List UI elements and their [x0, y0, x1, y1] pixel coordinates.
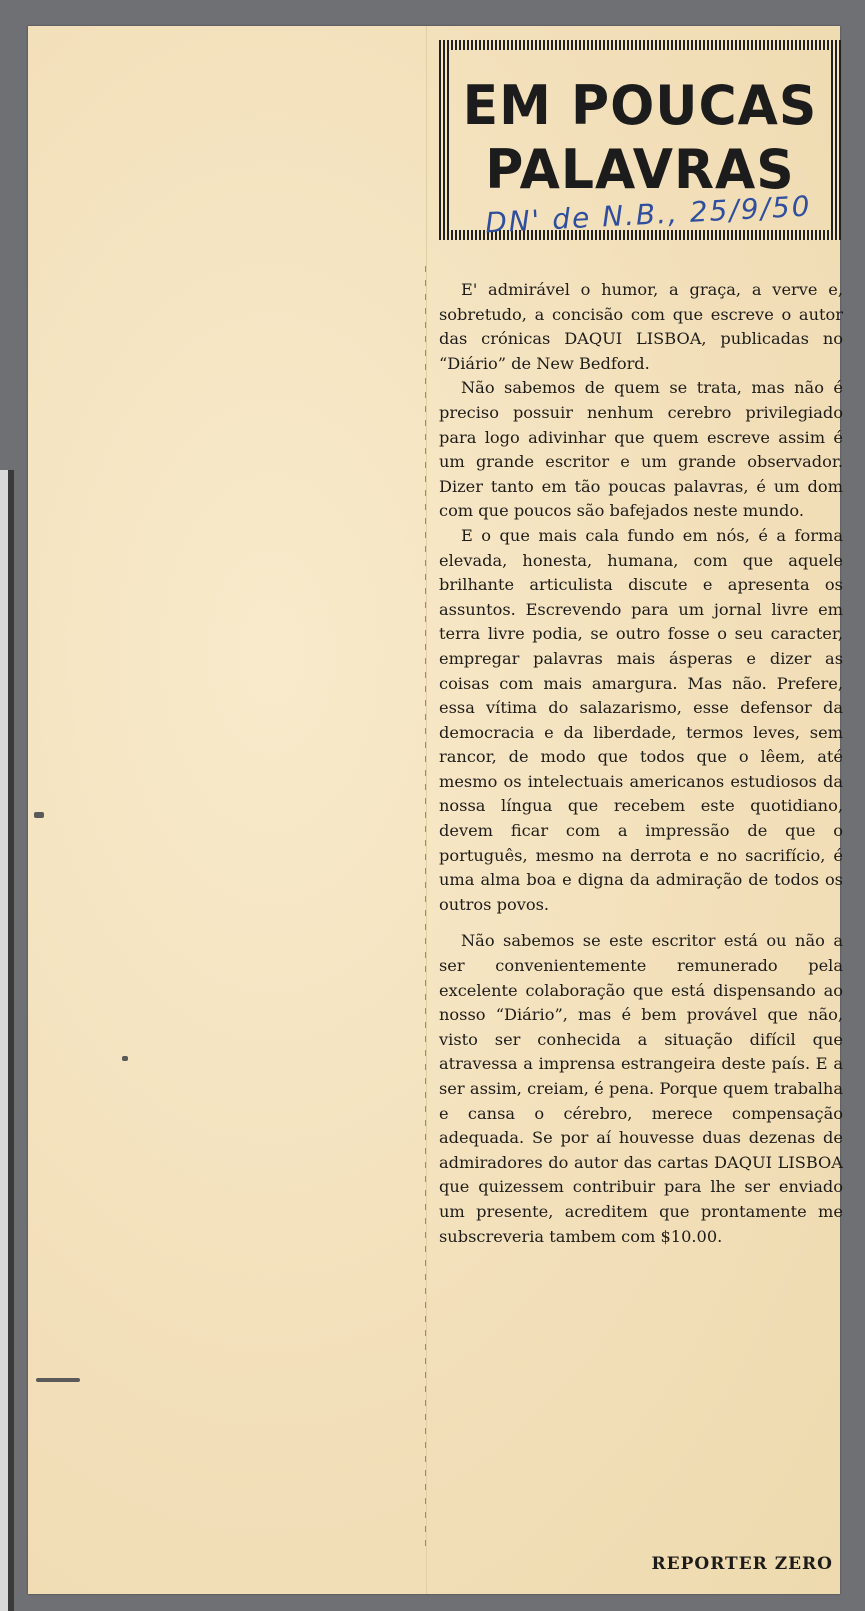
headline-line-2: PALAVRAS	[485, 138, 795, 202]
article-paragraph: E o que mais cala fundo em nós, é a forma elevada, honesta, humana, com que aquele brilhante articulista discute e apresenta os assuntos. Escrevendo para um jornal livre em terra livre podia, se outro fosse o seu caracter, empregar palavras mais ásperas e dizer as coisas com mais amargura. Mas não. Prefere, essa vítima do salazarismo, esse defensor da democracia e da liberdade, termos leves, sem rancor, de modo que todos que o lêem, até mesmo os intelectuais americanos estudiosos da nossa língua que recebem este quotidiano, devem ficar com a impressão de que o português, mesmo na derrota e no sacrifício, é uma alma boa e digna da admiração de todos os outros povos.	[439, 525, 843, 914]
paper-sheet	[28, 26, 843, 1594]
headline-line-1: EM POUCAS	[462, 74, 818, 138]
article-body	[439, 278, 843, 1249]
article-paragraph: E' admirável o humor, a graça, a verve e, sobretudo, a concisão com que escreve o autor das crónicas DAQUI LISBOA, publicadas no “Diário” de New Bedford.	[439, 280, 843, 373]
article-paragraph: Não sabemos de quem se trata, mas não é preciso possuir nenhum cerebro privilegiado para logo adivinhar que quem escreve assim é um grande escritor e um grande observador. Dizer tanto em tão poucas palavras, é um dom com que poucos são bafejados neste mundo.	[439, 378, 843, 521]
ink-mark	[34, 812, 44, 818]
handwritten-date-note: DN' de N.B., 25/9/50	[484, 189, 813, 240]
ink-mark	[122, 1056, 128, 1061]
author-signature: REPORTER ZERO	[651, 1554, 833, 1574]
headline-box	[439, 40, 841, 240]
article-paragraph: Não sabemos se este escritor está ou não a ser convenientemente remunerado pela excelente colaboração que está dispensando ao nosso “Diário”, mas é bem provável que não, visto ser conhecida a situação difícil que atravessa a imprensa estrangeira deste país. E a ser assim, creiam, é pena. Porque quem trabalha e cansa o cérebro, merece compensação adequada. Se por aí houvesse duas dezenas de admiradores do autor das cartas DAQUI LISBOA que quizessem contribuir para lhe ser enviado um presente, acreditem que prontamente me subscreveria tambem com $10.00.	[439, 931, 843, 1246]
newspaper-clipping	[426, 26, 845, 1594]
scanner-edge	[0, 470, 14, 1611]
ink-mark	[36, 1378, 80, 1382]
